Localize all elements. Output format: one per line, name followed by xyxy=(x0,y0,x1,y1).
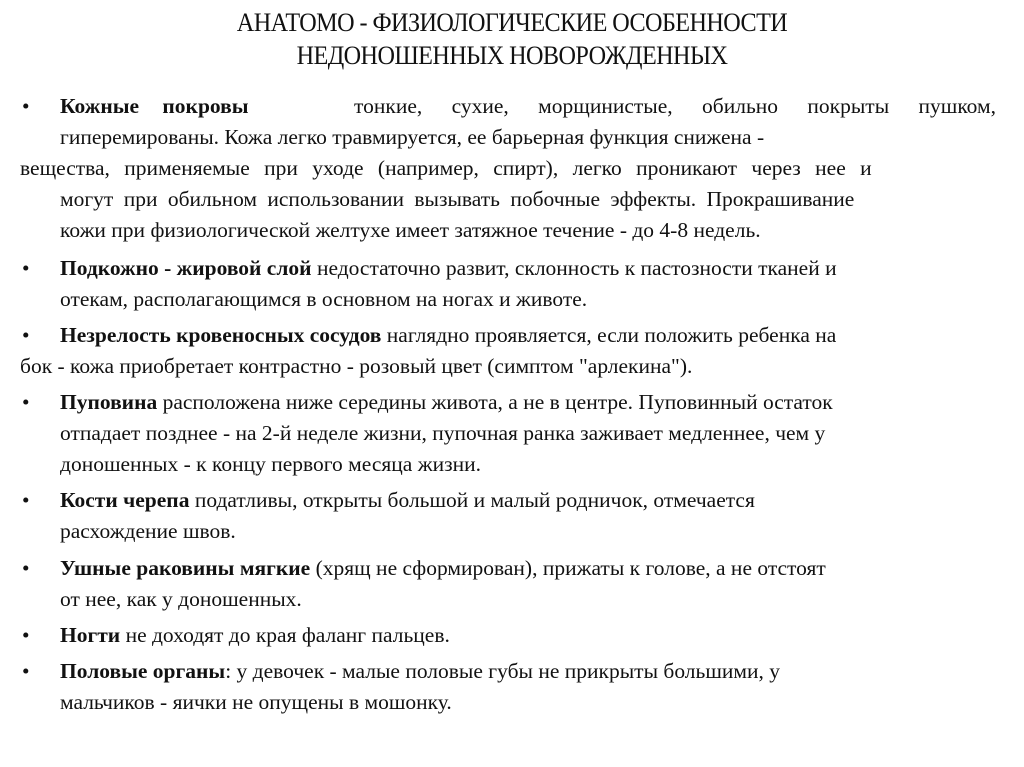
list-item-line: гиперемированы. Кожа легко травмируется, ее барьерная функция снижена - xyxy=(60,125,765,149)
list-item-line: отекам, располагающимся в основном на ногах и животе. xyxy=(60,287,588,311)
bullet-icon: • xyxy=(22,659,30,683)
item-heading: Ушные раковины мягкие xyxy=(60,556,311,580)
slide-title xyxy=(36,6,988,72)
title-line-2: НЕДОНОШЕННЫХ НОВОРОЖДЕННЫХ xyxy=(296,41,728,70)
list-item-line: Кости черепа податливы, открыты большой и малый родничок, отмечается xyxy=(60,488,755,512)
bullet-icon: • xyxy=(22,623,30,647)
item-heading: Незрелость кровеносных сосудов xyxy=(60,323,382,347)
item-heading: Половые органы xyxy=(60,659,226,683)
bullet-icon: • xyxy=(22,94,30,118)
list-item-line: кожи при физиологической желтухе имеет затяжное течение - до 4-8 недель. xyxy=(60,218,761,242)
item-heading: Кожные покровы xyxy=(60,94,249,118)
list-item-line: могут при обильном использовании вызывать побочные эффекты. Прокрашивание xyxy=(60,187,855,211)
bullet-icon: • xyxy=(22,323,30,347)
list-item-line: отпадает позднее - на 2-й неделе жизни, пупочная ранка заживает медленнее, чем у xyxy=(60,421,826,445)
list-item-line: Кожные покровы тонкие, сухие, морщинистые, обильно покрыты пушком, xyxy=(60,91,996,121)
item-heading: Пуповина xyxy=(60,390,158,414)
bullet-icon: • xyxy=(22,488,30,512)
list-item-line: вещества, применяемые при уходе (например, спирт), легко проникают через нее и xyxy=(20,156,872,180)
list-item-line: бок - кожа приобретает контрастно - розовый цвет (симптом "арлекина"). xyxy=(20,354,693,378)
bullet-icon: • xyxy=(22,390,30,414)
item-heading: Кости черепа xyxy=(60,488,190,512)
list-item-line: мальчиков - яички не опущены в мошонку. xyxy=(60,690,452,714)
list-item-line: Подкожно - жировой слой недостаточно развит, склонность к пастозности тканей и xyxy=(60,256,837,280)
list-item-line: расхождение швов. xyxy=(60,519,236,543)
list-item-line: Пуповина расположена ниже середины живота, а не в центре. Пуповинный остаток xyxy=(60,390,833,414)
list-item-line: доношенных - к концу первого месяца жизни. xyxy=(60,452,481,476)
item-heading: Подкожно - жировой слой xyxy=(60,256,312,280)
list-item-line: от нее, как у доношенных. xyxy=(60,587,302,611)
list-item-line: Ушные раковины мягкие (хрящ не сформирован), прижаты к голове, а не отстоят xyxy=(60,556,826,580)
bullet-icon: • xyxy=(22,556,30,580)
list-item-line: Половые органы: у девочек - малые половые губы не прикрыты большими, у xyxy=(60,659,780,683)
list-item-line: Ногти не доходят до края фаланг пальцев. xyxy=(60,623,450,647)
title-line-1: АНАТОМО - ФИЗИОЛОГИЧЕСКИЕ ОСОБЕННОСТИ xyxy=(236,8,788,37)
list-item-line: Незрелость кровеносных сосудов наглядно проявляется, если положить ребенка на xyxy=(60,323,837,347)
bullet-icon: • xyxy=(22,256,30,280)
item-heading: Ногти xyxy=(60,623,121,647)
